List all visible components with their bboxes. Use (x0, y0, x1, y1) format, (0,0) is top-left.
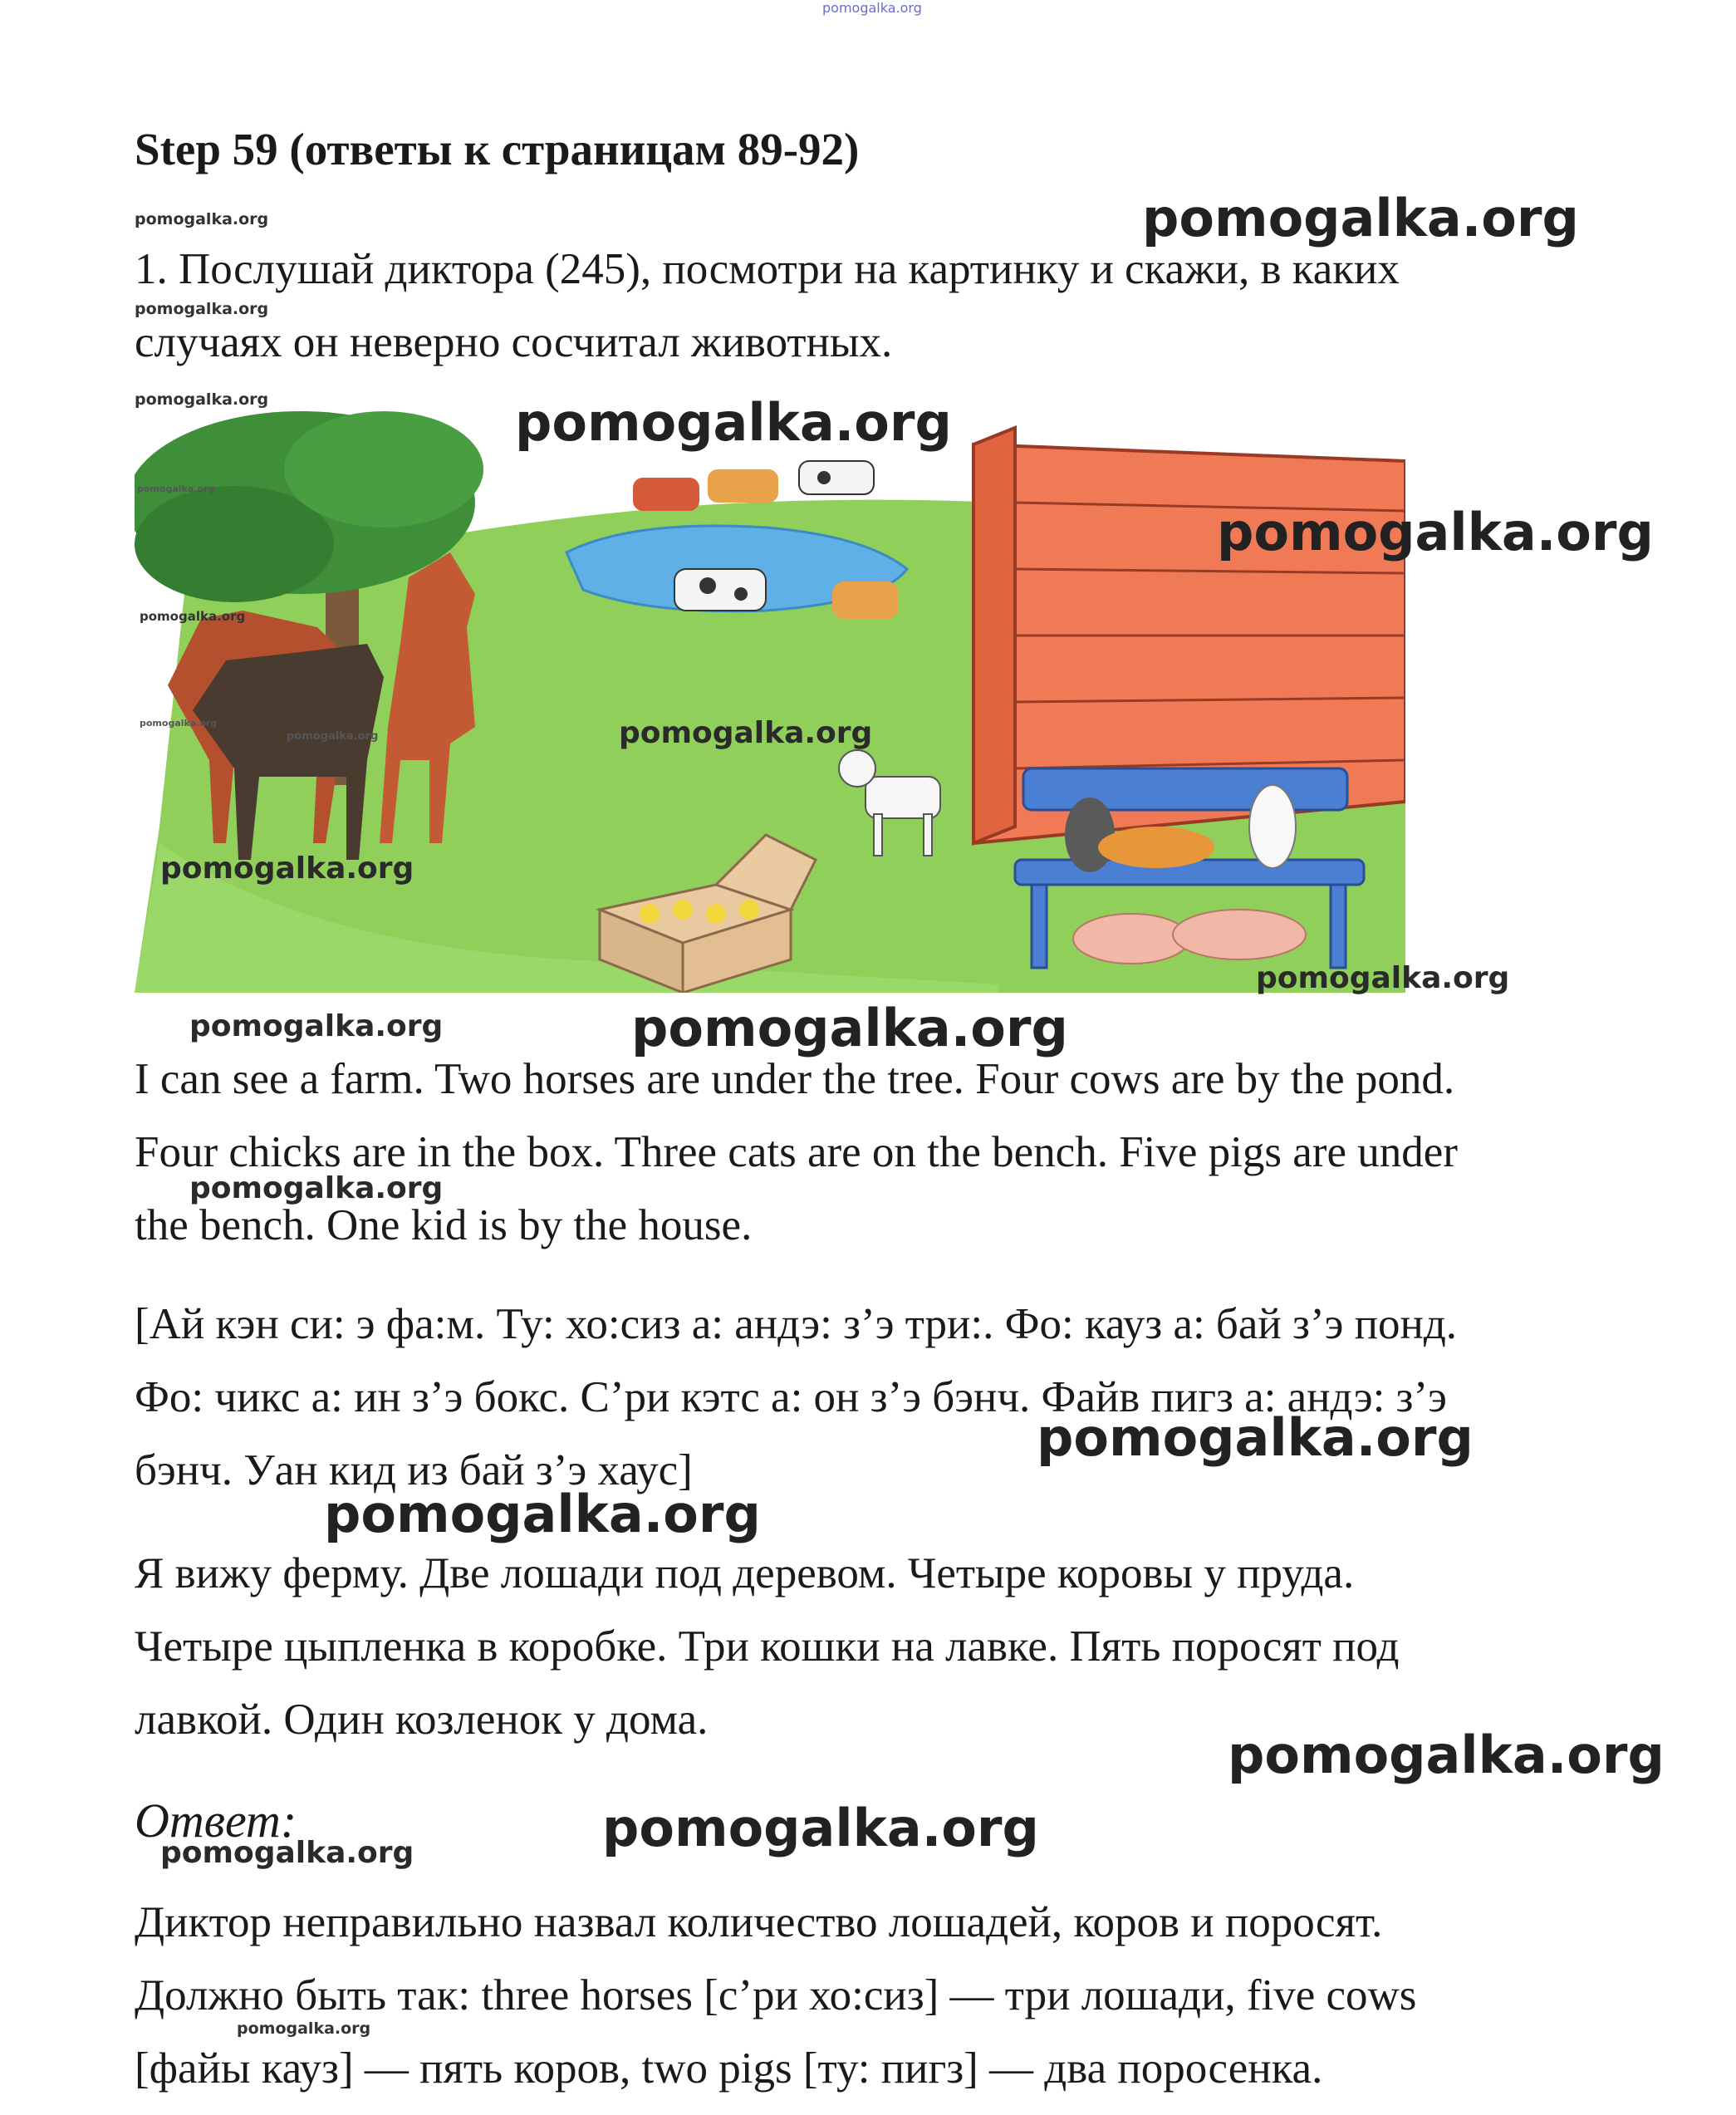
english-line-1: I can see a farm. Two horses are under the tree. Four cows are by the pond. (135, 1055, 1455, 1103)
watermark-medium: pomogalka.org (619, 716, 873, 750)
page-title: Step 59 (ответы к страницам 89-92) (135, 124, 860, 174)
answer-label: Ответ: (135, 1794, 297, 1848)
english-line-3: the bench. One kid is by the house. (135, 1201, 753, 1249)
watermark-large: pomogalka.org (602, 1798, 1039, 1858)
watermark-small: pomogalka.org (135, 300, 269, 318)
translation-line-2: Четыре цыпленка в коробке. Три кошки на лавке. Пять поросят под (135, 1622, 1400, 1671)
translation-text (135, 1537, 1399, 1756)
transcription-line-1: [Ай кэн си: э фа:м. Ту: хо:сиз а: андэ: з’э три:. Фо: кауз а: бай з’э понд. (135, 1300, 1458, 1348)
english-line-2: Four chicks are in the box. Three cats are on the bench. Five pigs are under (135, 1128, 1458, 1176)
watermark-large: pomogalka.org (324, 1484, 761, 1544)
farm-illustration (135, 411, 1405, 993)
watermark-large: pomogalka.org (1142, 188, 1579, 248)
transcription-line-3: бэнч. Уан кид из бай з’э хаус] (135, 1446, 693, 1494)
watermark-top: pomogalka.org (822, 0, 922, 16)
transcription-line-2: Фо: чикс а: ин з’э бокс. С’ри кэтс а: он з’э бэнч. Файв пигз а: андэ: з’э (135, 1373, 1447, 1421)
answer-line-2: Должно быть так: three horses [с’ри хо:сиз] — три лошади, five cows (135, 1971, 1417, 2019)
task-line-2: случаях он неверно сосчитал животных. (135, 318, 893, 366)
watermark-medium: pomogalka.org (1256, 961, 1510, 995)
task-text (135, 233, 1400, 379)
transcription-text (135, 1288, 1457, 1507)
answer-text (135, 1886, 1416, 2105)
watermark-small: pomogalka.org (140, 609, 246, 624)
watermark-large: pomogalka.org (1217, 502, 1654, 562)
watermark-medium: pomogalka.org (160, 1836, 414, 1870)
watermark-large: pomogalka.org (1037, 1407, 1474, 1468)
watermark-tiny: pomogalka.org (287, 730, 379, 743)
watermark-small: pomogalka.org (135, 390, 269, 409)
translation-line-3: лавкой. Один козленок у дома. (135, 1695, 709, 1744)
watermark-large: pomogalka.org (515, 392, 952, 453)
task-line-1: 1. Послушай диктора (245), посмотри на картинку и скажи, в каких (135, 245, 1400, 293)
answer-line-1: Диктор неправильно назвал количество лошадей, коров и поросят. (135, 1898, 1383, 1946)
translation-line-1: Я вижу ферму. Две лошади под деревом. Четыре коровы у пруда. (135, 1549, 1355, 1597)
watermark-medium: pomogalka.org (189, 1171, 444, 1205)
watermark-large: pomogalka.org (1228, 1725, 1665, 1785)
answer-line-3: [файы кауз] — пять коров, two pigs [ту: пигз] — два поросенка. (135, 2044, 1323, 2093)
watermark-small: pomogalka.org (135, 210, 269, 228)
english-text (135, 1043, 1458, 1262)
watermark-tiny: pomogalka.org (137, 483, 215, 494)
watermark-large: pomogalka.org (631, 998, 1068, 1058)
watermark-medium: pomogalka.org (189, 1009, 444, 1043)
watermark-small: pomogalka.org (237, 2019, 371, 2038)
watermark-medium: pomogalka.org (160, 851, 414, 886)
watermark-tiny: pomogalka.org (140, 718, 218, 729)
